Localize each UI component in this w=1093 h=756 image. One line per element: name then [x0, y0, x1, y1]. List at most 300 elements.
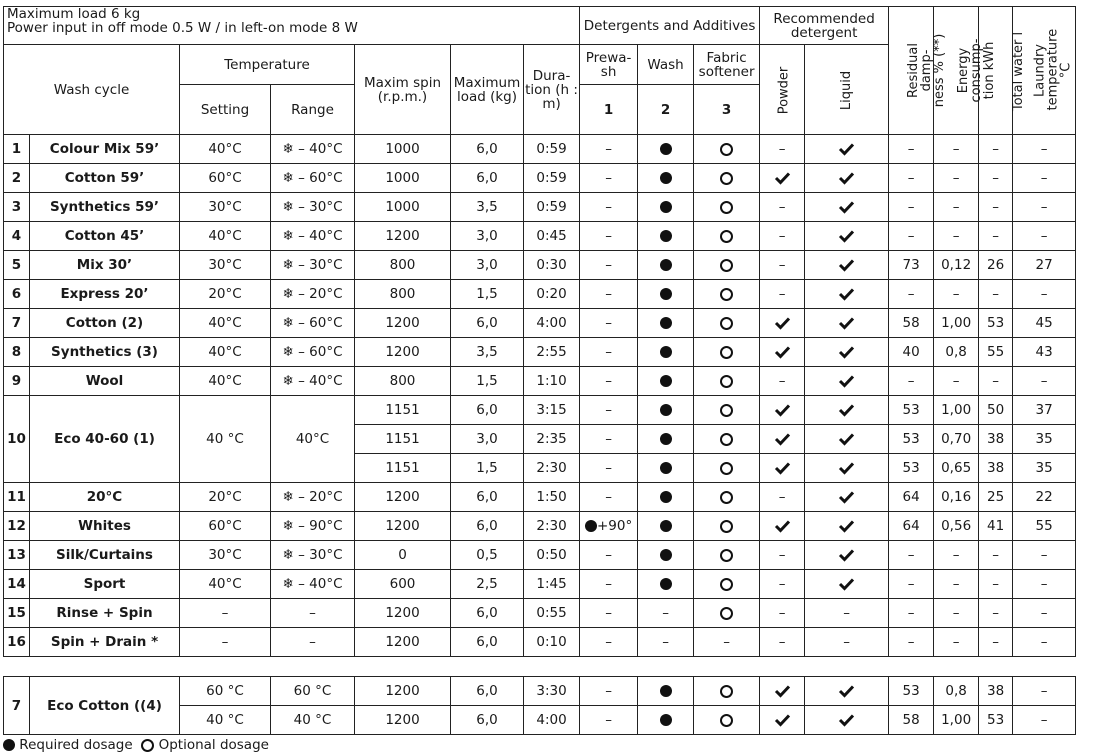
liquid-cell [805, 367, 889, 396]
open-circle-icon [720, 143, 733, 156]
cycle-number [4, 628, 30, 657]
temp-range-cell [271, 512, 355, 541]
cell-text: 20°C [86, 489, 123, 505]
wash-cell [638, 570, 694, 599]
duration-cell [524, 396, 580, 425]
cell-text: 6,0 [476, 683, 498, 699]
powder-cell [760, 251, 805, 280]
temp-setting-cell [180, 193, 271, 222]
cell-text: 58 [902, 315, 920, 331]
cycle-name [30, 541, 180, 570]
prewash-cell [580, 425, 638, 454]
cell-text: 1:10 [536, 373, 567, 389]
wash-cell [638, 483, 694, 512]
cell-text: 1000 [385, 170, 420, 186]
duration-cell [524, 677, 580, 706]
open-circle-icon [720, 317, 733, 330]
cell-text: – [605, 373, 612, 389]
duration-cell [524, 512, 580, 541]
temp-range-cell [271, 396, 355, 483]
legend [3, 737, 269, 753]
residual-dampness-header: Residual damp- ness % (**) [889, 7, 934, 135]
max-spin-cell [355, 338, 451, 367]
liquid-cell [805, 677, 889, 706]
table-row [4, 251, 1076, 280]
laundry-temp-cell [1013, 425, 1076, 454]
cell-text: 1000 [385, 199, 420, 215]
cell-text: – [221, 605, 229, 621]
filled-circle-icon [660, 375, 672, 387]
detergents-additives-header: Detergents and Additives [580, 7, 760, 45]
cell-text: ❄ – 30°C [282, 257, 343, 273]
cycle-name [30, 251, 180, 280]
wash-cell [638, 628, 694, 657]
liquid-cell [805, 454, 889, 483]
cell-text: – [605, 634, 612, 650]
fabric-softener-cell [694, 483, 760, 512]
total-water-cell [979, 309, 1013, 338]
cell-text: 1,00 [941, 712, 972, 728]
fabric-softener-cell [694, 309, 760, 338]
cell-text: 7 [11, 697, 22, 714]
temp-setting-cell [180, 338, 271, 367]
residual-dampness-cell [889, 454, 934, 483]
cell-text: – [778, 634, 786, 650]
spacer-row [4, 657, 1076, 677]
cell-text: – [907, 141, 915, 157]
filled-circle-icon [660, 491, 672, 503]
checkmark-icon [775, 714, 790, 726]
liquid-cell [805, 135, 889, 164]
cell-text: 10 [7, 431, 26, 447]
cell-text: 0 [398, 547, 407, 563]
cell-text: ❄ – 40°C [282, 141, 343, 157]
laundry-temp-cell [1013, 541, 1076, 570]
cell-text: – [605, 199, 612, 215]
powder-cell [760, 193, 805, 222]
total-water-cell [979, 164, 1013, 193]
cell-text: 3:15 [536, 402, 567, 418]
cell-text: 1200 [385, 518, 420, 534]
table-row [4, 193, 1076, 222]
cycle-number [4, 135, 30, 164]
cell-text: 800 [389, 257, 416, 273]
open-circle-icon [720, 433, 733, 446]
cell-text: – [952, 634, 960, 650]
duration-cell [524, 309, 580, 338]
cell-text: – [992, 170, 999, 186]
max-load-cell [451, 425, 524, 454]
cell-text: – [221, 634, 229, 650]
temp-setting-cell [180, 706, 271, 735]
cell-text: – [605, 286, 612, 302]
cell-text: 1,5 [476, 286, 498, 302]
checkmark-icon [839, 404, 854, 416]
wash-cell [638, 251, 694, 280]
cell-text: 2:30 [536, 460, 567, 476]
cell-text: – [309, 634, 316, 650]
wash-cell [638, 706, 694, 735]
cell-text: – [907, 605, 915, 621]
cell-text: – [952, 228, 960, 244]
cell-text: 40°C [208, 141, 242, 157]
energy-cell [934, 367, 979, 396]
checkmark-icon [839, 172, 854, 184]
temp-setting-cell [180, 222, 271, 251]
total-water-cell [979, 628, 1013, 657]
cell-text: – [778, 605, 786, 621]
cell-text: 35 [1035, 431, 1053, 447]
cell-text: – [992, 373, 999, 389]
cell-text: – [952, 170, 960, 186]
energy-cell [934, 309, 979, 338]
open-circle-icon [720, 491, 733, 504]
open-circle-icon [720, 288, 733, 301]
residual-dampness-cell [889, 570, 934, 599]
liquid-cell [805, 396, 889, 425]
temp-setting-cell [180, 367, 271, 396]
table-row [4, 483, 1076, 512]
laundry-temp-cell [1013, 512, 1076, 541]
open-circle-icon [720, 607, 733, 620]
cell-text: 4:00 [536, 315, 567, 331]
cycle-number [4, 251, 30, 280]
cycle-number [4, 222, 30, 251]
duration-cell [524, 193, 580, 222]
checkmark-icon [775, 172, 790, 184]
temp-range-cell [271, 251, 355, 280]
cell-text: – [778, 228, 786, 244]
max-load-caption: Maximum load 6 kg [7, 6, 141, 22]
table-row [4, 512, 1076, 541]
cell-text: – [1040, 286, 1048, 302]
wash-cycle-header: Wash cycle [4, 45, 180, 135]
fabric-softener-cell [694, 222, 760, 251]
liquid-cell [805, 570, 889, 599]
temp-range-cell [271, 570, 355, 599]
cell-text: Eco 40-60 (1) [54, 431, 155, 447]
total-water-cell [979, 222, 1013, 251]
duration-cell [524, 599, 580, 628]
energy-consumption-header: Energy consump- tion kWh [934, 7, 979, 135]
compartment-1-header: 1 [580, 85, 638, 135]
residual-dampness-cell [889, 425, 934, 454]
powder-cell [760, 570, 805, 599]
liquid-cell [805, 483, 889, 512]
checkmark-icon [839, 288, 854, 300]
open-circle-icon [720, 549, 733, 562]
liquid-cell [805, 309, 889, 338]
cell-text: – [605, 489, 612, 505]
cell-text: 40°C [208, 344, 242, 360]
cell-text: – [778, 257, 786, 273]
temp-setting-cell [180, 135, 271, 164]
cell-text: 0:30 [536, 257, 567, 273]
energy-cell [934, 193, 979, 222]
cell-text: 0,56 [941, 518, 972, 534]
cell-text: 53 [902, 683, 920, 699]
cell-text: 6,0 [476, 489, 498, 505]
cycle-number [4, 367, 30, 396]
powder-cell [760, 164, 805, 193]
cell-text: – [952, 141, 960, 157]
checkmark-icon [775, 317, 790, 329]
residual-dampness-cell [889, 164, 934, 193]
cell-text: – [907, 199, 915, 215]
cell-text: 8 [11, 344, 22, 360]
cell-text: 3,5 [476, 199, 498, 215]
temp-setting-cell [180, 677, 271, 706]
cell-text: 1200 [385, 605, 420, 621]
cell-text: 3,0 [476, 257, 498, 273]
cell-text: – [1040, 141, 1048, 157]
cell-text: – [952, 199, 960, 215]
max-spin-cell [355, 512, 451, 541]
laundry-temp-cell [1013, 396, 1076, 425]
prewash-cell [580, 706, 638, 735]
cell-text: – [605, 712, 612, 728]
powder-cell [760, 541, 805, 570]
prewash-cell [580, 541, 638, 570]
cell-text: 0,12 [941, 257, 972, 273]
total-water-cell [979, 454, 1013, 483]
temp-setting-cell [180, 396, 271, 483]
temp-setting-cell [180, 280, 271, 309]
cycle-name [30, 396, 180, 483]
liquid-cell [805, 193, 889, 222]
fabric-softener-cell [694, 135, 760, 164]
temp-setting-cell [180, 541, 271, 570]
cell-text: 64 [902, 489, 920, 505]
cell-text: 13 [7, 547, 26, 563]
cell-text: 1151 [385, 431, 420, 447]
cell-text: – [605, 257, 612, 273]
cell-text: Whites [78, 518, 131, 534]
laundry-temp-cell [1013, 309, 1076, 338]
cell-text: 1200 [385, 712, 420, 728]
duration-cell [524, 454, 580, 483]
total-water-cell [979, 251, 1013, 280]
prewash-temp-note: +90° [596, 518, 633, 534]
cell-text: 45 [1035, 315, 1053, 331]
cell-text: 53 [987, 315, 1005, 331]
cell-text: ❄ – 90°C [282, 518, 343, 534]
open-circle-icon [720, 404, 733, 417]
cycle-name [30, 280, 180, 309]
liquid-cell [805, 251, 889, 280]
max-spin-cell [355, 164, 451, 193]
fabric-softener-cell [694, 706, 760, 735]
max-load-cell [451, 483, 524, 512]
max-load-cell [451, 570, 524, 599]
duration-cell [524, 367, 580, 396]
cell-text: ❄ – 30°C [282, 547, 343, 563]
prewash-cell [580, 454, 638, 483]
temp-range-cell [271, 135, 355, 164]
fabric-softener-cell [694, 193, 760, 222]
cell-text: 0,8 [945, 683, 967, 699]
wash-cell [638, 164, 694, 193]
cell-text: 30°C [208, 199, 242, 215]
cycle-number [4, 599, 30, 628]
cell-text: 1200 [385, 228, 420, 244]
duration-cell [524, 222, 580, 251]
cell-text: ❄ – 40°C [282, 228, 343, 244]
prewash-cell [580, 164, 638, 193]
wash-cell [638, 193, 694, 222]
residual-dampness-cell [889, 280, 934, 309]
max-load-cell [451, 541, 524, 570]
powder-cell [760, 706, 805, 735]
cell-text: 0:10 [536, 634, 567, 650]
cell-text: – [952, 605, 960, 621]
powder-cell [760, 309, 805, 338]
total-water-cell [979, 280, 1013, 309]
cell-text: 64 [902, 518, 920, 534]
cell-text: 22 [1035, 489, 1053, 505]
cell-text: 60°C [208, 170, 242, 186]
cell-text: 1:50 [536, 489, 567, 505]
cell-text: 15 [7, 605, 26, 621]
cell-text: – [952, 547, 960, 563]
liquid-header: Liquid [805, 45, 889, 135]
powder-cell [760, 512, 805, 541]
filled-circle-icon [585, 520, 597, 532]
fabric-softener-cell [694, 164, 760, 193]
checkmark-icon [839, 201, 854, 213]
cell-text: 40 °C [206, 431, 244, 447]
cell-text: Synthetics 59’ [49, 199, 160, 215]
max-spin-cell [355, 367, 451, 396]
max-spin-cell [355, 193, 451, 222]
cell-text: 55 [987, 344, 1005, 360]
prewash-cell [580, 309, 638, 338]
total-water-cell [979, 396, 1013, 425]
cell-text: Colour Mix 59’ [49, 141, 160, 157]
wash-cell [638, 677, 694, 706]
open-circle-icon [720, 230, 733, 243]
energy-cell [934, 706, 979, 735]
cell-text: 1,5 [476, 460, 498, 476]
cell-text: – [907, 228, 915, 244]
cell-text: 1200 [385, 683, 420, 699]
cell-text: 800 [389, 373, 416, 389]
total-water-cell [979, 599, 1013, 628]
cycle-number [4, 338, 30, 367]
spacer-cell [4, 657, 1076, 677]
cycle-number [4, 570, 30, 599]
fabric-softener-cell [694, 512, 760, 541]
cell-text: – [778, 576, 786, 592]
cell-text: 1200 [385, 344, 420, 360]
cell-text: 20°C [208, 489, 242, 505]
residual-dampness-cell [889, 251, 934, 280]
laundry-temp-cell [1013, 706, 1076, 735]
prewash-cell [580, 483, 638, 512]
cell-text: 60 °C [293, 683, 332, 699]
cell-text: – [1040, 228, 1048, 244]
laundry-temp-cell [1013, 628, 1076, 657]
fabric-softener-header: Fabric softener [694, 45, 760, 85]
table-row [4, 570, 1076, 599]
cell-text: 0:45 [536, 228, 567, 244]
table-header [4, 7, 1076, 135]
cell-text: – [1040, 199, 1048, 215]
cell-text: – [605, 315, 612, 331]
table-row [4, 338, 1076, 367]
checkmark-icon [775, 520, 790, 532]
residual-dampness-cell [889, 677, 934, 706]
cell-text: – [907, 286, 915, 302]
powder-cell [760, 338, 805, 367]
cell-text: 3,5 [476, 344, 498, 360]
cell-text: – [605, 683, 612, 699]
powder-cell [760, 222, 805, 251]
cell-text: ❄ – 20°C [282, 286, 343, 302]
prewash-cell [580, 367, 638, 396]
total-water-cell [979, 541, 1013, 570]
max-spin-cell [355, 541, 451, 570]
liquid-cell [805, 222, 889, 251]
filled-circle-icon [660, 462, 672, 474]
cell-text: – [952, 373, 960, 389]
total-water-header: Total water l [979, 7, 1013, 135]
max-load-cell [451, 628, 524, 657]
temp-range-cell [271, 677, 355, 706]
cell-text: – [605, 576, 612, 592]
fabric-softener-cell [694, 280, 760, 309]
residual-dampness-cell [889, 193, 934, 222]
checkmark-icon [775, 404, 790, 416]
cell-text: 53 [987, 712, 1005, 728]
laundry-temp-cell [1013, 280, 1076, 309]
cell-text: – [992, 286, 999, 302]
prewash-cell [580, 628, 638, 657]
cell-text: 0:50 [536, 547, 567, 563]
liquid-cell [805, 706, 889, 735]
cell-text: 14 [7, 576, 26, 592]
wash-cycle-table [3, 6, 1076, 735]
cell-text: – [778, 373, 786, 389]
cell-text: Cotton 59’ [64, 170, 145, 186]
cell-text: 1151 [385, 460, 420, 476]
cell-text: Mix 30’ [76, 257, 133, 273]
fabric-softener-cell [694, 570, 760, 599]
energy-cell [934, 135, 979, 164]
table-body [4, 135, 1076, 735]
laundry-temp-cell [1013, 193, 1076, 222]
max-load-cell [451, 135, 524, 164]
cell-text: 11 [7, 489, 26, 505]
wash-cell [638, 425, 694, 454]
cell-text: 40°C [208, 315, 242, 331]
cell-text: 40 °C [206, 712, 244, 728]
cell-text: – [778, 199, 786, 215]
cell-text: 0:55 [536, 605, 567, 621]
cell-text: – [778, 489, 786, 505]
filled-circle-icon [3, 739, 15, 751]
laundry-temp-cell [1013, 338, 1076, 367]
cell-text: – [992, 605, 999, 621]
energy-cell [934, 628, 979, 657]
cell-text: 25 [987, 489, 1005, 505]
temp-range-cell [271, 222, 355, 251]
cell-text: 0,5 [476, 547, 498, 563]
cell-text: 0,70 [941, 431, 972, 447]
prewash-cell [580, 135, 638, 164]
cell-text: 37 [1035, 402, 1053, 418]
duration-cell [524, 541, 580, 570]
